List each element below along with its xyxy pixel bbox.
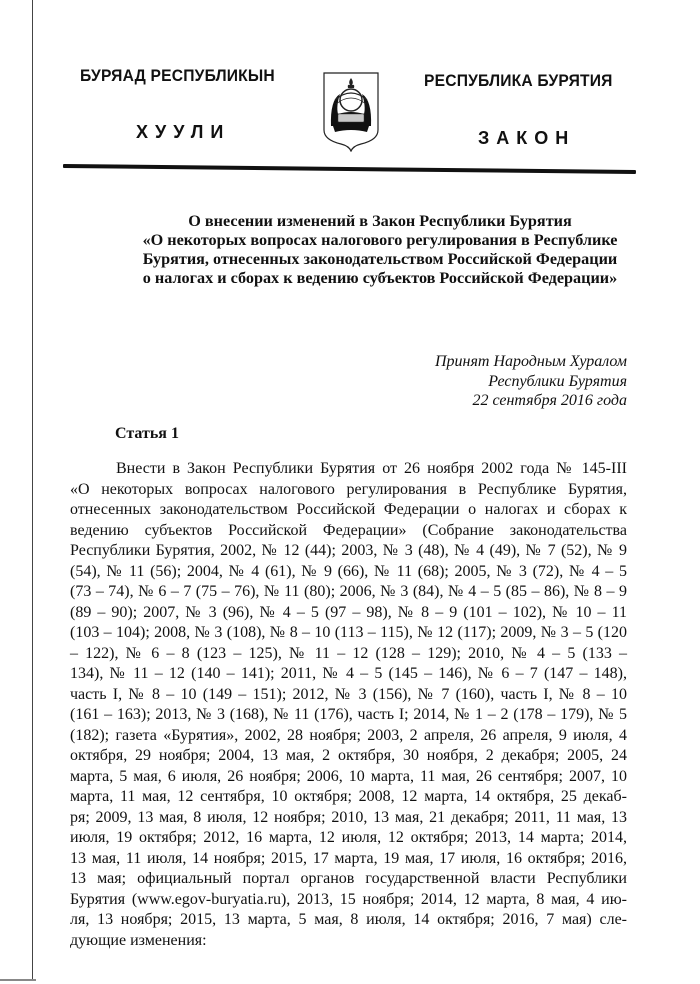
body-line: июля, 19 октября; 2012, 16 марта, 12 июля, 12 октября; 2013, 14 марта; 2014, xyxy=(70,829,627,846)
body-line: (89 – 90); 2007, № 3 (96), № 4 – 5 (97 – 98), № 8 – 9 (101 – 102), № 10 – 11 xyxy=(70,603,627,621)
body-line: (161 – 163); 2013, № 3 (168), № 11 (176), часть I; 2014, № 1 – 2 (178 – 179), № 5 xyxy=(70,706,627,723)
article-heading: Статья 1 xyxy=(115,425,179,442)
body-line: 13 мая, 11 июля, 14 ноября; 2015, 17 марта, 19 мая, 17 июля, 16 октября; 2016, xyxy=(70,849,627,867)
title-line: Бурятия, отнесенных законодательством Российской Федерации xyxy=(142,250,618,268)
article-body xyxy=(70,459,627,951)
header-left-word: ХУУЛИ xyxy=(136,122,231,142)
body-line: Республики Бурятия, 2002, № 12 (44); 2003, № 3 (48), № 4 (49), № 7 (52), № 9 xyxy=(70,542,627,559)
body-line: (54), № 11 (56); 2004, № 4 (61), № 9 (66), № 11 (68); 2005, № 3 (72), № 4 – 5 xyxy=(70,562,627,580)
body-line: 134), № 11 – 12 (140 – 141); 2011, № 4 – 5 (145 – 146), № 6 – 7 (147 – 148), xyxy=(70,665,627,682)
body-line: марта, 5 мая, 6 июля, 26 ноября; 2006, 10 марта, 11 мая, 26 сентября; 2007, 10 xyxy=(70,767,627,785)
body-line: (73 – 74), № 6 – 7 (75 – 76), № 11 (80); 2006, № 3 (84), № 4 – 5 (85 – 86), № 8 – 9 xyxy=(70,583,627,600)
body-line: (103 – 104); 2008, № 3 (108), № 8 – 10 (113 – 115), № 12 (117); 2009, № 3 – 5 (120 xyxy=(70,624,627,641)
body-line: 13 мая; официальный портал органов государственной власти Республики xyxy=(70,870,627,887)
document-title xyxy=(100,212,660,288)
adoption-date: 22 сентября 2016 года xyxy=(472,392,627,409)
body-line: Внести в Закон Республики Бурятия от 26 ноября 2002 года № 145-III xyxy=(116,460,627,477)
body-line: отнесенных законодательством Российской Федерации о налогах и сборах к xyxy=(70,501,627,518)
title-line: о налогах и сборах к ведению субъектов Российской Федерации» xyxy=(142,269,618,287)
body-line: ведению субъектов Российской Федерации» (Собрание законодательства xyxy=(70,521,627,539)
header-divider xyxy=(63,164,636,174)
body-line: марта, 11 мая, 12 сентября, 10 октября; 2008, 12 марта, 14 октября, 25 декаб- xyxy=(70,788,627,805)
bottom-margin-rule xyxy=(0,979,36,981)
body-line: «О некоторых вопросах налогового регулирования в Республике Бурятия, xyxy=(70,480,627,498)
body-line: (182); газета «Бурятия», 2002, 28 ноября; 2003, 2 апреля, 26 апреля, 9 июля, 4 xyxy=(70,726,627,744)
body-line: дующие изменения: xyxy=(70,931,207,949)
header-right-word: ЗАКОН xyxy=(478,128,576,148)
left-margin-rule xyxy=(32,0,33,979)
header-right-title: РЕСПУБЛИКА БУРЯТИЯ xyxy=(424,71,613,90)
body-line: ря; 2009, 13 мая, 8 июля, 12 ноября; 2010, 13 мая, 21 декабря; 2011, 11 мая, 13 xyxy=(70,808,627,826)
header-left-title: БУРЯАД РЕСПУБЛИКЫН xyxy=(80,66,275,85)
adoption-line: Принят Народным Хуралом xyxy=(434,353,627,370)
body-line: Бурятия (www.egov-buryatia.ru), 2013, 15 ноября; 2014, 12 марта, 8 мая, 4 ию- xyxy=(70,890,627,908)
body-line: часть I, № 8 – 10 (149 – 151); 2012, № 3 (156), № 7 (160), часть I, № 8 – 10 xyxy=(70,685,627,703)
title-line: О внесении изменений в Закон Республики Бурятия xyxy=(188,212,572,230)
body-line: ля, 13 ноября; 2015, 13 марта, 5 мая, 8 июля, 14 октября; 2016, 7 мая) сле- xyxy=(70,911,627,928)
adoption-note xyxy=(435,352,627,411)
adoption-line: Республики Бурятия xyxy=(488,372,627,390)
title-line: «О некоторых вопросах налогового регулирования в Республике xyxy=(142,231,618,249)
coat-of-arms-icon xyxy=(321,70,381,152)
body-line: октября, 29 ноября; 2004, 13 мая, 2 октября, 30 ноября, 2 декабря; 2005, 24 xyxy=(70,747,627,764)
body-line: – 122), № 6 – 8 (123 – 125), № 11 – 12 (128 – 129); 2010, № 4 – 5 (133 – xyxy=(70,644,627,662)
